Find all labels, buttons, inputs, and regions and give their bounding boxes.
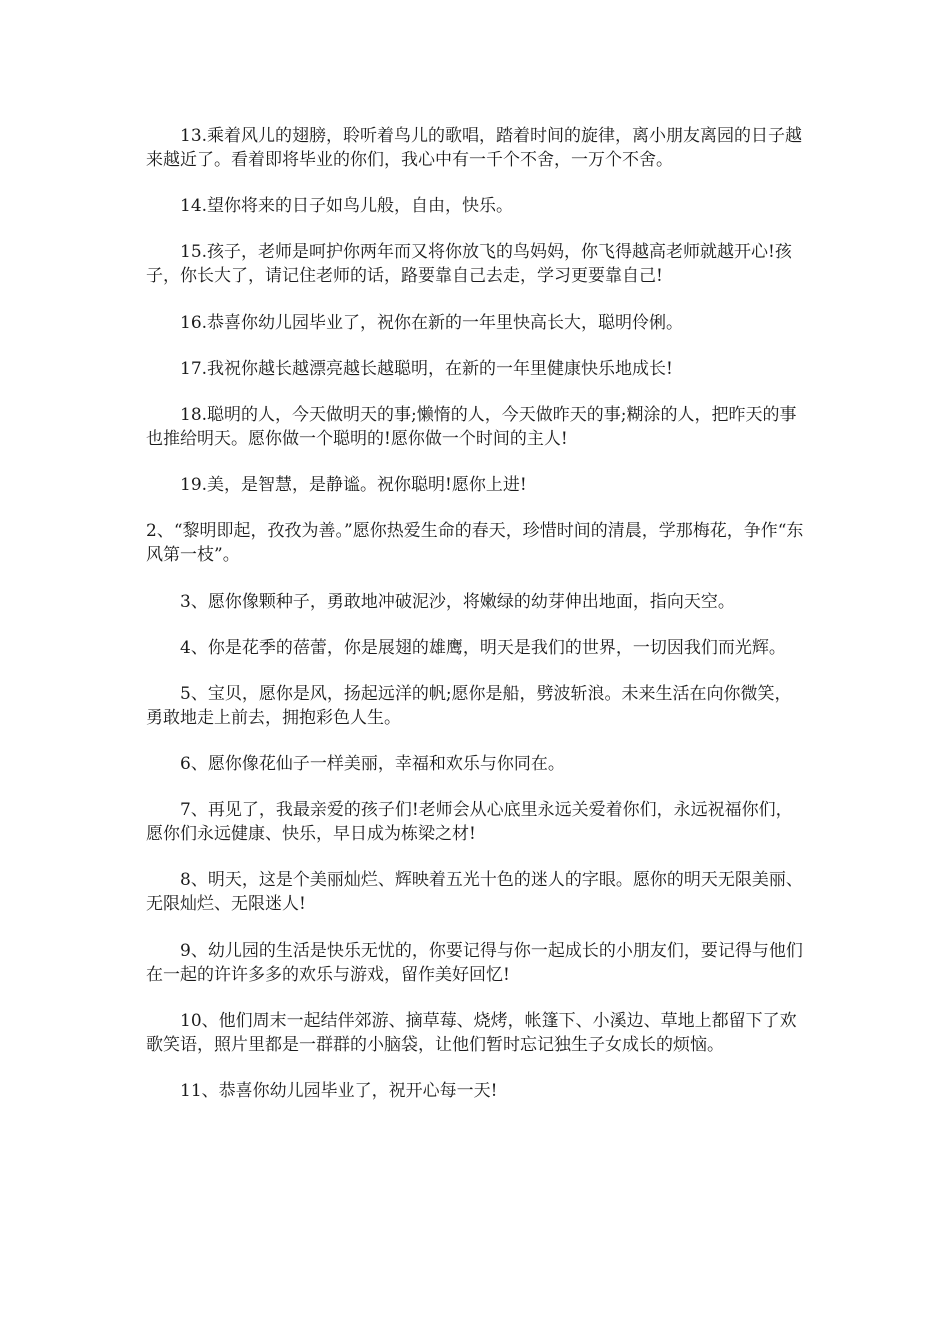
paragraph-8: 8、明天，这是个美丽灿烂、辉映着五光十色的迷人的字眼。愿你的明天无限美丽、无限灿烂、无限迷人! [146, 870, 803, 915]
document-body [146, 124, 808, 1125]
paragraph-18: 18.聪明的人，今天做明天的事;懒惰的人，今天做昨天的事;糊涂的人，把昨天的事也推给明天。愿你做一个聪明的!愿你做一个时间的主人! [146, 404, 797, 449]
paragraph-13: 13.乘着风儿的翅膀，聆听着鸟儿的歌唱，踏着时间的旋律，离小朋友离园的日子越来越近了。看着即将毕业的你们，我心中有一千个不舍，一万个不舍。 [146, 126, 803, 170]
paragraph-11: 11、恭喜你幼儿园毕业了，祝开心每一天! [180, 1081, 498, 1101]
paragraph-3: 3、愿你像颗种子，勇敢地冲破泥沙，将嫩绿的幼芽伸出地面，指向天空。 [180, 591, 735, 612]
paragraph-14: 14.望你将来的日子如鸟儿般，自由，快乐。 [180, 196, 514, 217]
paragraph-9: 9、幼儿园的生活是快乐无忧的，你要记得与你一起成长的小朋友们，要记得与他们在一起的许许多多的欢乐与游戏，留作美好回忆! [146, 940, 803, 985]
paragraph-10: 10、他们周末一起结伴郊游、摘草莓、烧烤，帐篷下、小溪边、草地上都留下了欢歌笑语，照片里都是一群群的小脑袋，让他们暂时忘记独生子女成长的烦恼。 [146, 1010, 797, 1055]
paragraph-5: 5、宝贝，愿你是风，扬起远洋的帆;愿你是船，劈波斩浪。未来生活在向你微笑，勇敢地走上前去，拥抱彩色人生。 [146, 683, 792, 728]
paragraph-19: 19.美，是智慧，是静谧。祝你聪明!愿你上进! [180, 475, 527, 496]
paragraph-4: 4、你是花季的蓓蕾，你是展翅的雄鹰，明天是我们的世界，一切因我们而光辉。 [180, 637, 786, 658]
paragraph-2: 2、“黎明即起，孜孜为善。”愿你热爱生命的春天，珍惜时间的清晨，学那梅花，争作“东风第一枝”。 [146, 521, 804, 566]
paragraph-7: 7、再见了，我最亲爱的孩子们!老师会从心底里永远关爱着你们，永远祝福你们，愿你们永远健康、快乐，早日成为栋梁之材! [146, 800, 793, 845]
paragraph-6: 6、愿你像花仙子一样美丽，幸福和欢乐与你同在。 [180, 754, 565, 775]
paragraph-17: 17.我祝你越长越漂亮越长越聪明，在新的一年里健康快乐地成长! [180, 358, 673, 379]
paragraph-16: 16.恭喜你幼儿园毕业了，祝你在新的一年里快高长大，聪明伶俐。 [180, 312, 684, 333]
paragraph-15: 15.孩子，老师是呵护你两年而又将你放飞的鸟妈妈，你飞得越高老师就越开心!孩子，你长大了，请记住老师的话，路要靠自己去走，学习更要靠自己! [146, 242, 792, 287]
